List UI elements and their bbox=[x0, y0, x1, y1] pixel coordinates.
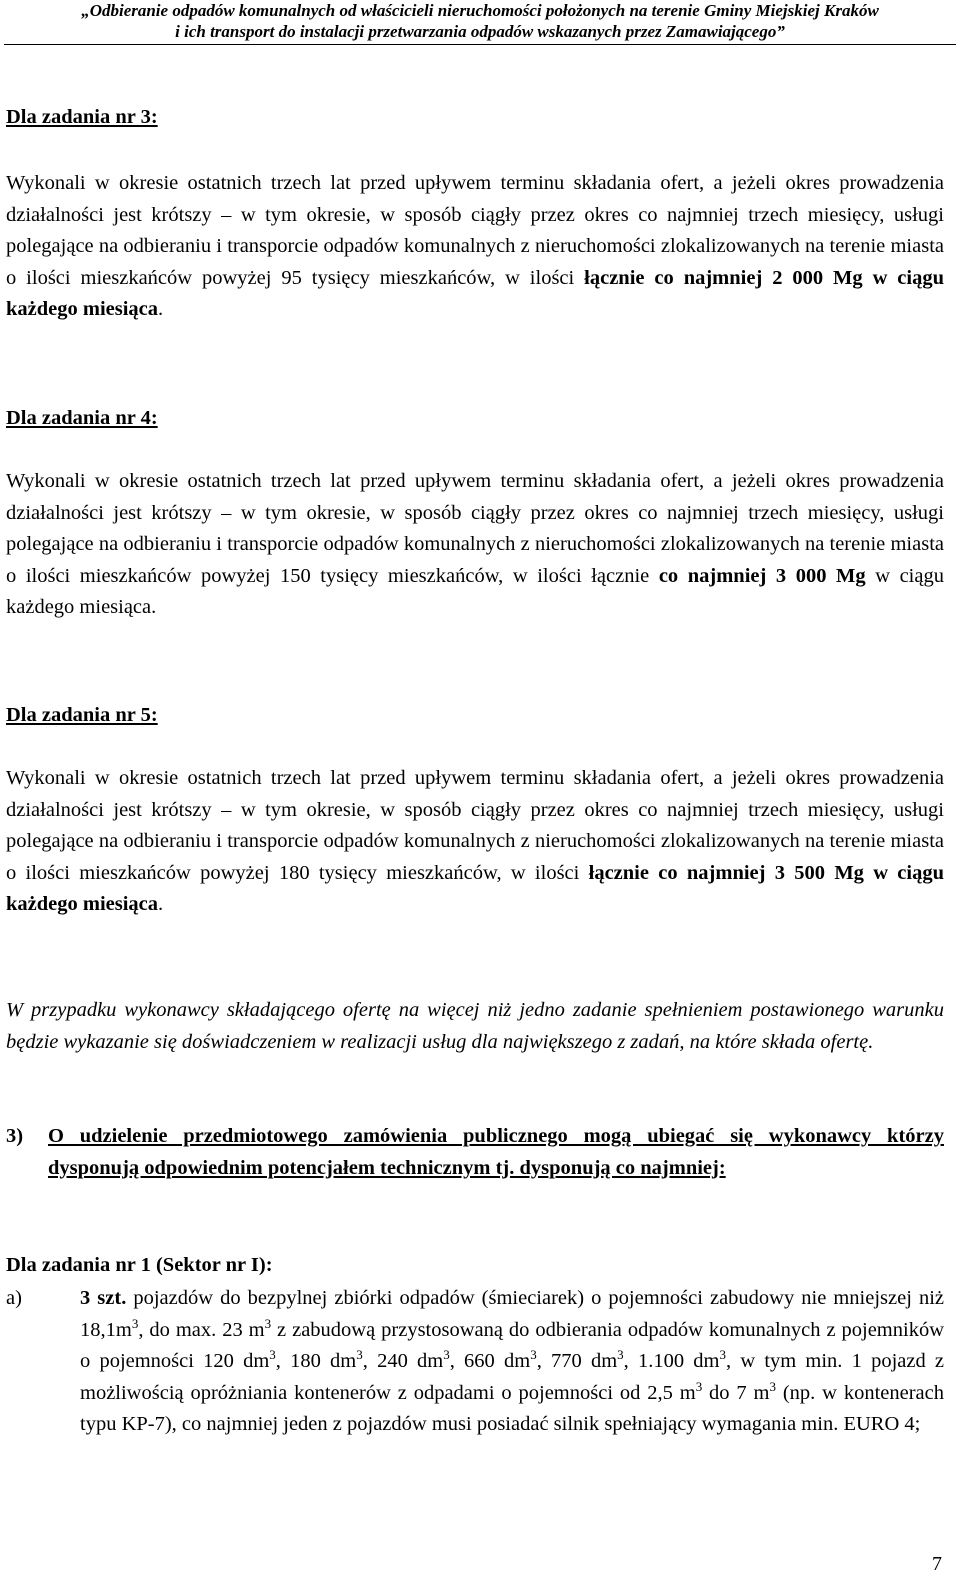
header-line-1: „Odbieranie odpadów komunalnych od właścicieli nieruchomości położonych na terenie Gminy Miejskiej Kraków bbox=[81, 1, 879, 20]
section-heading-3: Dla zadania nr 3: bbox=[6, 106, 158, 128]
page-number: 7 bbox=[932, 1553, 942, 1575]
section-heading-5: Dla zadania nr 5: bbox=[6, 704, 158, 726]
list-item-letter: a) bbox=[6, 1287, 22, 1309]
section-body-4: Wykonali w okresie ostatnich trzech lat przed upływem terminu składania ofert, a jeżeli okres prowadzenia działalności jest krótszy – w tym okresie, w sposób ciągły przez okres co najmniej trzech miesięcy, usługi polegające na odbieraniu i transporcie odpadów komunalnych z nieruchomości zlokalizowanych na terenie miasta o ilości mieszkańców powyżej 150 tysięcy mieszkańców, w ilości łącznie co najmniej 3 000 Mg w ciągu każdego miesiąca. bbox=[6, 470, 944, 619]
sector-heading: Dla zadania nr 1 (Sektor nr I): bbox=[6, 1254, 273, 1276]
document-header bbox=[0, 0, 960, 42]
italic-note: W przypadku wykonawcy składającego ofertę na więcej niż jedno zadanie spełnieniem postawionego warunku będzie wykazanie się doświadczeniem w realizacji usług dla największego z zadań, na które składa ofertę. bbox=[6, 999, 944, 1053]
list-item-a bbox=[6, 1283, 944, 1441]
header-divider bbox=[4, 44, 956, 45]
section-body-3: Wykonali w okresie ostatnich trzech lat przed upływem terminu składania ofert, a jeżeli okres prowadzenia działalności jest krótszy – w tym okresie, w sposób ciągły przez okres co najmniej trzech miesięcy, usługi polegające na odbieraniu i transporcie odpadów komunalnych z nieruchomości zlokalizowanych na terenie miasta o ilości mieszkańców powyżej 95 tysięcy mieszkańców, w ilości łącznie co najmniej 2 000 Mg w ciągu każdego miesiąca. bbox=[6, 172, 944, 321]
point-3 bbox=[6, 1121, 944, 1184]
section-body-5: Wykonali w okresie ostatnich trzech lat przed upływem terminu składania ofert, a jeżeli okres prowadzenia działalności jest krótszy – w tym okresie, w sposób ciągły przez okres co najmniej trzech miesięcy, usługi polegające na odbieraniu i transporcie odpadów komunalnych z nieruchomości zlokalizowanych na terenie miasta o ilości mieszkańców powyżej 180 tysięcy mieszkańców, w ilości łącznie co najmniej 3 500 Mg w ciągu każdego miesiąca. bbox=[6, 767, 944, 916]
list-item-text: 3 szt. pojazdów do bezpylnej zbiórki odpadów (śmieciarek) o pojemności zabudowy nie mniejszej niż $18,1m^3$, do max. 23 $m^3$ z zabudową przystosowaną do odbierania odpadów komunalnych z pojemników o pojemności 120 $dm^3$, 180 $dm^3$, 240 $dm^3$, 660 $dm^3$, 770 $dm^3$, 1.100 $dm^3$, w tym min. 1 pojazd z możliwością opróżniania kontenerów z odpadami o pojemności od 2,5 $m^3$ do 7 $m^3$ (np. w kontenerach typu KP-7), co najmniej jeden z pojazdów musi posiadać silnik spełniający wymagania min. EURO 4; bbox=[80, 1287, 945, 1436]
header-line-2: i ich transport do instalacji przetwarzania odpadów wskazanych przez Zamawiającego” bbox=[175, 22, 785, 41]
point-3-text: O udzielenie przedmiotowego zamówienia publicznego mogą ubiegać się wykonawcy którzy dysponują odpowiednim potencjałem technicznym tj. dysponują co najmniej: bbox=[48, 1125, 944, 1179]
section-heading-4: Dla zadania nr 4: bbox=[6, 407, 158, 429]
point-3-number: 3) bbox=[6, 1125, 24, 1147]
